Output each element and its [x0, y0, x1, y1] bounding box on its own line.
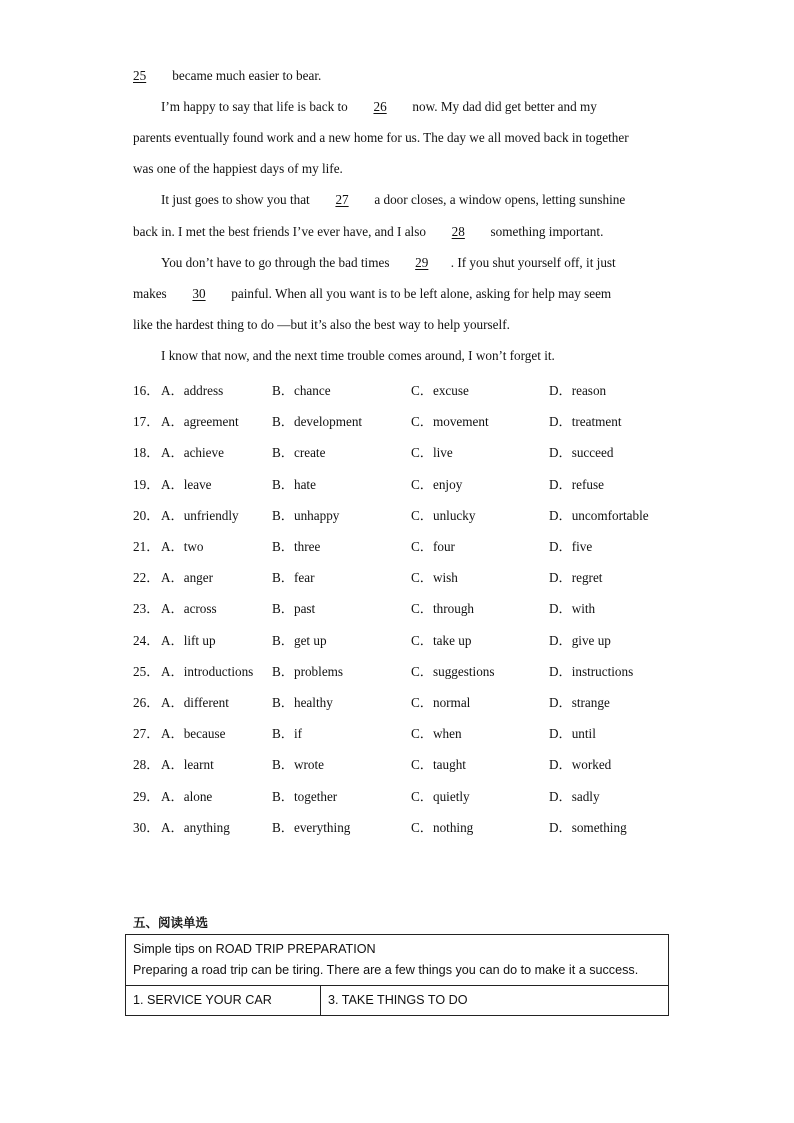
- tips-cell-things-to-do: 3. TAKE THINGS TO DO: [321, 986, 669, 1016]
- tips-cell-service-car: 1. SERVICE YOUR CAR: [126, 986, 321, 1016]
- option-c: C．suggestions: [411, 663, 495, 679]
- option-c: C．unlucky: [411, 507, 476, 523]
- passage-line-7: You don’t have to go through the bad times 29 . If you shut yourself off, it just: [161, 255, 616, 270]
- option-a: A．across: [161, 601, 217, 617]
- passage-line-5: It just goes to show you that 27 a door closes, a window opens, letting sunshine: [161, 192, 626, 207]
- tips-table: [125, 934, 669, 1016]
- option-c: C．live: [411, 445, 453, 461]
- option-d: D．until: [549, 726, 596, 742]
- question-number: 23．: [133, 601, 160, 617]
- option-c: C．through: [411, 601, 475, 617]
- option-b: B．hate: [272, 476, 316, 492]
- option-b: B．three: [272, 539, 321, 554]
- question-number: 26．: [133, 695, 160, 710]
- option-c: C．movement: [411, 414, 489, 430]
- question-number: 19．: [133, 476, 160, 492]
- question-number: 21．: [133, 539, 160, 554]
- option-d: D．regret: [549, 570, 603, 586]
- option-c: C．take up: [411, 632, 472, 648]
- option-b: B．together: [272, 788, 338, 804]
- question-number: 18．: [133, 445, 160, 461]
- option-a: A．anger: [161, 570, 213, 586]
- option-a: A．learnt: [161, 757, 214, 773]
- option-d: D．uncomfortable: [549, 507, 649, 523]
- option-b: B．unhappy: [272, 507, 340, 523]
- option-d: D．something: [549, 819, 627, 835]
- option-b: B．past: [272, 601, 316, 617]
- passage-line-3: parents eventually found work and a new home for us. The day we all moved back in together: [133, 130, 629, 145]
- option-a: A．anything: [161, 819, 230, 835]
- question-number: 29．: [133, 788, 160, 804]
- option-a: A．agreement: [161, 414, 239, 430]
- option-d: D．treatment: [549, 414, 622, 430]
- option-c: C．quietly: [411, 788, 470, 804]
- option-b: B．wrote: [272, 757, 325, 773]
- tips-table-header: [126, 935, 669, 986]
- question-number: 20．: [133, 507, 160, 523]
- option-c: C．four: [411, 539, 455, 554]
- passage-line-8: makes 30 painful. When all you want is to be left alone, asking for help may seem: [133, 286, 612, 301]
- blank-25: 25: [133, 68, 147, 83]
- option-c: C．excuse: [411, 383, 469, 398]
- option-d: D．give up: [549, 632, 611, 648]
- passage-line-6: back in. I met the best friends I’ve ever have, and I also 28 something important.: [133, 224, 604, 239]
- option-d: D．with: [549, 601, 596, 617]
- option-a: A．achieve: [161, 445, 224, 461]
- option-a: A．two: [161, 539, 204, 554]
- option-a: A．introductions: [161, 663, 254, 679]
- tips-title: Simple tips on ROAD TRIP PREPARATION: [133, 942, 376, 956]
- option-d: D．sadly: [549, 788, 600, 804]
- option-a: A．different: [161, 695, 229, 710]
- section-title: 五、阅读单选: [133, 915, 209, 930]
- option-b: B．problems: [272, 663, 344, 679]
- option-c: C．normal: [411, 695, 471, 710]
- option-b: B．development: [272, 414, 363, 430]
- option-b: B．everything: [272, 819, 351, 835]
- option-c: C．enjoy: [411, 476, 463, 492]
- option-b: B．fear: [272, 570, 315, 586]
- option-a: A．leave: [161, 476, 212, 492]
- blank-27: 27: [335, 192, 349, 207]
- option-a: A．unfriendly: [161, 507, 239, 523]
- option-a: A．alone: [161, 788, 213, 804]
- option-d: D．instructions: [549, 663, 634, 679]
- option-d: D．succeed: [549, 445, 614, 461]
- option-b: B．get up: [272, 632, 327, 648]
- option-b: B．create: [272, 445, 326, 461]
- option-d: D．strange: [549, 695, 610, 710]
- passage-line-4: was one of the happiest days of my life.: [133, 161, 343, 176]
- blank-29: 29: [415, 255, 429, 270]
- option-d: D．five: [549, 539, 593, 554]
- question-number: 16．: [133, 383, 160, 398]
- option-d: D．refuse: [549, 476, 604, 492]
- option-c: C．taught: [411, 757, 466, 773]
- option-a: A．address: [161, 383, 224, 398]
- passage-line-2: I’m happy to say that life is back to 26 now. My dad did get better and my: [161, 99, 597, 114]
- option-c: C．nothing: [411, 819, 474, 835]
- blank-30: 30: [192, 286, 206, 301]
- passage-line-10: I know that now, and the next time trouble comes around, I won’t forget it.: [161, 348, 555, 363]
- question-number: 28．: [133, 757, 160, 773]
- option-b: B．healthy: [272, 695, 333, 710]
- blank-28: 28: [451, 224, 465, 239]
- tips-intro: Preparing a road trip can be tiring. There are a few things you can do to make it a success.: [133, 963, 639, 977]
- option-a: A．lift up: [161, 632, 216, 648]
- option-b: B．chance: [272, 383, 331, 398]
- option-c: C．when: [411, 726, 462, 742]
- question-number: 22．: [133, 570, 160, 586]
- question-number: 30．: [133, 819, 160, 835]
- question-number: 17．: [133, 414, 160, 430]
- option-b: B．if: [272, 726, 303, 742]
- option-a: A．because: [161, 726, 226, 742]
- question-number: 25．: [133, 663, 160, 679]
- question-number: 27．: [133, 726, 160, 742]
- option-d: D．reason: [549, 383, 607, 398]
- question-number: 24．: [133, 632, 160, 648]
- passage-line-9: like the hardest thing to do —but it’s also the best way to help yourself.: [133, 317, 510, 332]
- blank-26: 26: [373, 99, 387, 114]
- passage-line-1: 25 became much easier to bear.: [133, 68, 322, 83]
- option-c: C．wish: [411, 570, 458, 586]
- option-d: D．worked: [549, 757, 612, 773]
